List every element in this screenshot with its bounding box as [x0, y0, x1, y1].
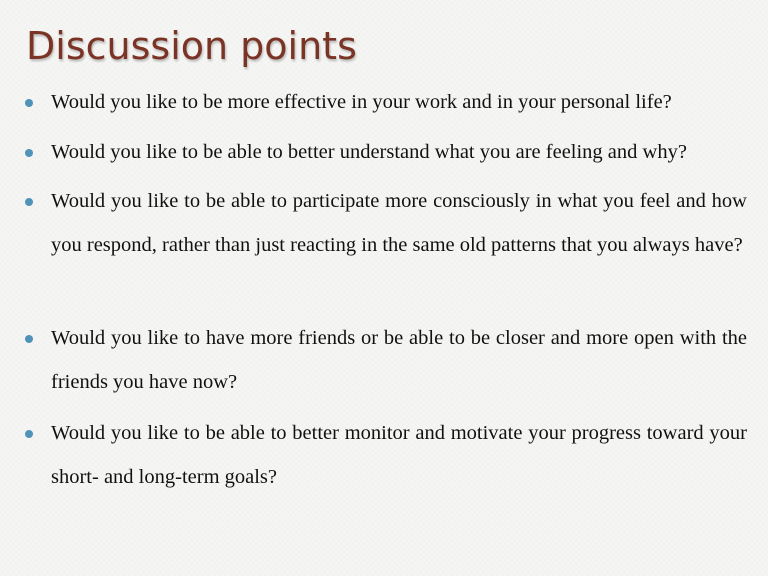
bullet-text: Would you like to be able to better understand what you are feeling and why?: [51, 141, 687, 163]
bullet-text: Would you like to be able to participate more consciously in what you feel and how you respond, rather than just reacting in the same old patterns that you always have?: [51, 190, 747, 256]
bullet-text: Would you like to be able to better monitor and motivate your progress toward your short- and long-term goals?: [51, 422, 747, 488]
bullet-dot-icon: [25, 99, 33, 107]
bullet-dot-icon: [25, 198, 33, 206]
bullet-dot-icon: [25, 149, 33, 157]
bullet-text: Would you like to have more friends or be able to be closer and more open with the friends you have now?: [51, 327, 747, 393]
slide-title: Discussion points: [26, 24, 357, 68]
bullet-dot-icon: [25, 335, 33, 343]
bullet-dot-icon: [25, 430, 33, 438]
bullet-text: Would you like to be more effective in your work and in your personal life?: [51, 91, 672, 113]
